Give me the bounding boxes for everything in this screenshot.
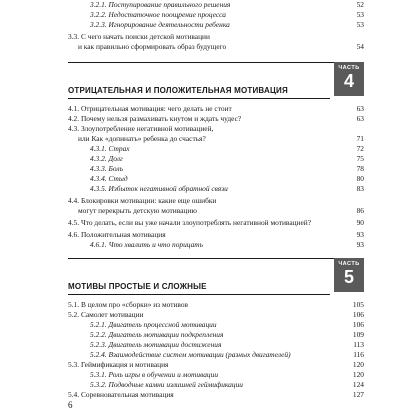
toc-entry-3-3: 3.3. С чего начать поиски детской мотивации <box>68 32 210 41</box>
toc-entry-4-3-5: 4.3.5. Избыток негативной обратной связи 83 <box>90 184 364 193</box>
toc-entry-5-3-1: 5.3.1. Роль игры в обучении и мотивации 120 <box>90 370 364 379</box>
toc-entry-5-2-1: 5.2.1. Двигатель процессной мотивации 106 <box>90 320 364 329</box>
toc-entry-5-2-3: 5.2.3. Двигатель мотивации достижения 113 <box>90 340 364 349</box>
toc-entry-5-2: 5.2. Самолет мотивации 106 <box>68 310 364 319</box>
toc-entry-3-3-cont: и как правильно сформировать образ будущего 54 <box>78 42 364 51</box>
toc-entry-4-3-cont: или Как «допинать» ребенка до счастья? 71 <box>78 134 364 143</box>
toc-entry-5-2-2: 5.2.2. Двигатель мотивации подкрепления 109 <box>90 330 364 339</box>
section-rule <box>68 258 364 259</box>
toc-entry-4-2: 4.2. Почему нельзя размахивать кнутом и ждать чудес? 63 <box>68 114 364 123</box>
toc-entry-4-6-1: 4.6.1. Что хвалить и что порицать 93 <box>90 240 364 249</box>
part-tab: ЧАСТЬ 5 <box>334 258 364 292</box>
toc-entry-4-4: 4.4. Блокировки мотивации: какие еще ошибки <box>68 196 217 205</box>
page-number: 6 <box>68 400 73 410</box>
toc-entry-3-2-3: 3.2.3. Игнорирование деятельности ребенка 53 <box>90 20 364 29</box>
toc-entry-4-3: 4.3. Злоупотребление негативной мотивацией, <box>68 124 214 133</box>
toc-entry-4-3-3: 4.3.3. Боль 78 <box>90 164 364 173</box>
toc-entry-3-2-2: 3.2.2. Недостаточное поощрение процесса 53 <box>90 10 364 19</box>
section-underline <box>68 294 330 295</box>
toc-entry-5-4: 5.4. Соревновательная мотивация 127 <box>68 390 364 399</box>
section-title: ОТРИЦАТЕЛЬНАЯ И ПОЛОЖИТЕЛЬНАЯ МОТИВАЦИЯ <box>68 86 288 95</box>
section-title: МОТИВЫ ПРОСТЫЕ И СЛОЖНЫЕ <box>68 282 207 291</box>
toc-entry-4-3-1: 4.3.1. Страх 72 <box>90 144 364 153</box>
toc-entry-4-3-2: 4.3.2. Долг 75 <box>90 154 364 163</box>
section-header-part-5 <box>68 258 364 292</box>
toc-entry-3-2-1: 3.2.1. Поступирование правильного решения 52 <box>90 0 364 9</box>
toc-entry-4-3-4: 4.3.4. Стыд 80 <box>90 174 364 183</box>
toc-entry-4-5: 4.5. Что делать, если вы уже начали злоупотреблять негативной мотивацией? 90 <box>68 218 364 227</box>
section-header-part-4 <box>68 62 364 96</box>
toc-entry-4-4-cont: могут перекрыть детскую мотивацию 86 <box>78 206 364 215</box>
toc-entry-5-1: 5.1. В целом про «сборки» из мотивов 105 <box>68 300 364 309</box>
toc-entry-4-1: 4.1. Отрицательная мотивация: чего делать не стоит 63 <box>68 104 364 113</box>
section-underline <box>68 98 330 99</box>
toc-entry-4-6: 4.6. Положительная мотивация 93 <box>68 230 364 239</box>
section-rule <box>68 62 364 63</box>
toc-entry-5-2-4: 5.2.4. Взаимодействие систем мотивации (разных двигателей) 116 <box>90 350 364 359</box>
toc-entry-5-3: 5.3. Геймификация и мотивация 120 <box>68 360 364 369</box>
part-tab: ЧАСТЬ 4 <box>334 62 364 96</box>
toc-entry-5-3-2: 5.3.2. Подводные камни излишней геймификации 124 <box>90 380 364 389</box>
